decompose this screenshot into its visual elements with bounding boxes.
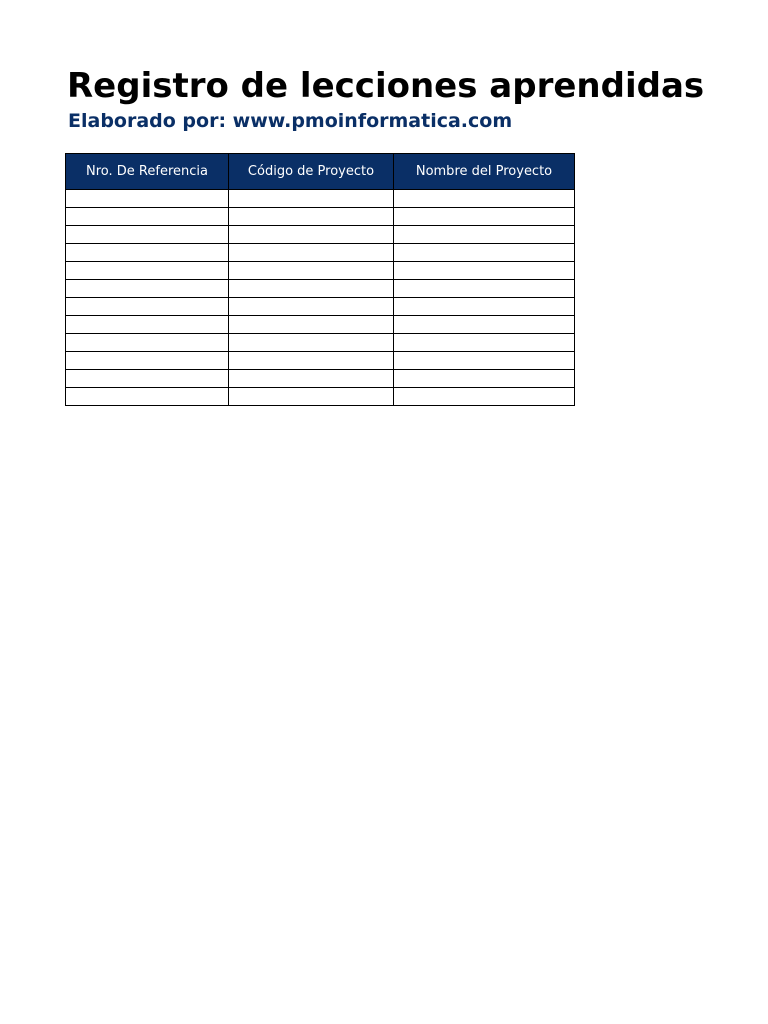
cell-project-name[interactable] — [394, 352, 575, 370]
table-row — [66, 280, 575, 298]
cell-project-code[interactable] — [229, 316, 394, 334]
table-row — [66, 316, 575, 334]
cell-project-name[interactable] — [394, 316, 575, 334]
column-header-project-name: Nombre del Proyecto — [394, 154, 575, 190]
cell-reference[interactable] — [66, 208, 229, 226]
cell-reference[interactable] — [66, 262, 229, 280]
table-row — [66, 334, 575, 352]
cell-project-name[interactable] — [394, 208, 575, 226]
cell-project-code[interactable] — [229, 226, 394, 244]
table-row — [66, 370, 575, 388]
table-row — [66, 190, 575, 208]
cell-project-code[interactable] — [229, 280, 394, 298]
cell-project-code[interactable] — [229, 208, 394, 226]
page-title: Registro de lecciones aprendidas — [67, 66, 705, 106]
cell-project-code[interactable] — [229, 190, 394, 208]
cell-project-name[interactable] — [394, 388, 575, 406]
cell-reference[interactable] — [66, 280, 229, 298]
cell-project-code[interactable] — [229, 244, 394, 262]
cell-project-name[interactable] — [394, 244, 575, 262]
cell-reference[interactable] — [66, 334, 229, 352]
cell-project-code[interactable] — [229, 298, 394, 316]
cell-project-code[interactable] — [229, 334, 394, 352]
cell-project-name[interactable] — [394, 262, 575, 280]
cell-project-name[interactable] — [394, 190, 575, 208]
table-row — [66, 244, 575, 262]
cell-project-code[interactable] — [229, 388, 394, 406]
table-body — [66, 190, 575, 406]
table-row — [66, 226, 575, 244]
cell-project-code[interactable] — [229, 370, 394, 388]
cell-project-name[interactable] — [394, 280, 575, 298]
cell-reference[interactable] — [66, 298, 229, 316]
page-subtitle: Elaborado por: www.pmoinformatica.com — [68, 110, 513, 132]
table-row — [66, 208, 575, 226]
cell-project-name[interactable] — [394, 370, 575, 388]
lessons-table — [65, 153, 575, 406]
cell-reference[interactable] — [66, 370, 229, 388]
cell-project-name[interactable] — [394, 334, 575, 352]
cell-project-code[interactable] — [229, 262, 394, 280]
cell-project-name[interactable] — [394, 226, 575, 244]
table-row — [66, 262, 575, 280]
table-row — [66, 388, 575, 406]
cell-project-code[interactable] — [229, 352, 394, 370]
cell-project-name[interactable] — [394, 298, 575, 316]
cell-reference[interactable] — [66, 316, 229, 334]
column-header-reference: Nro. De Referencia — [66, 154, 229, 190]
page-title-container — [67, 64, 705, 110]
cell-reference[interactable] — [66, 190, 229, 208]
cell-reference[interactable] — [66, 244, 229, 262]
cell-reference[interactable] — [66, 226, 229, 244]
table-row — [66, 298, 575, 316]
cell-reference[interactable] — [66, 352, 229, 370]
table-row — [66, 352, 575, 370]
cell-reference[interactable] — [66, 388, 229, 406]
column-header-project-code: Código de Proyecto — [229, 154, 394, 190]
table-header-row — [66, 154, 575, 190]
